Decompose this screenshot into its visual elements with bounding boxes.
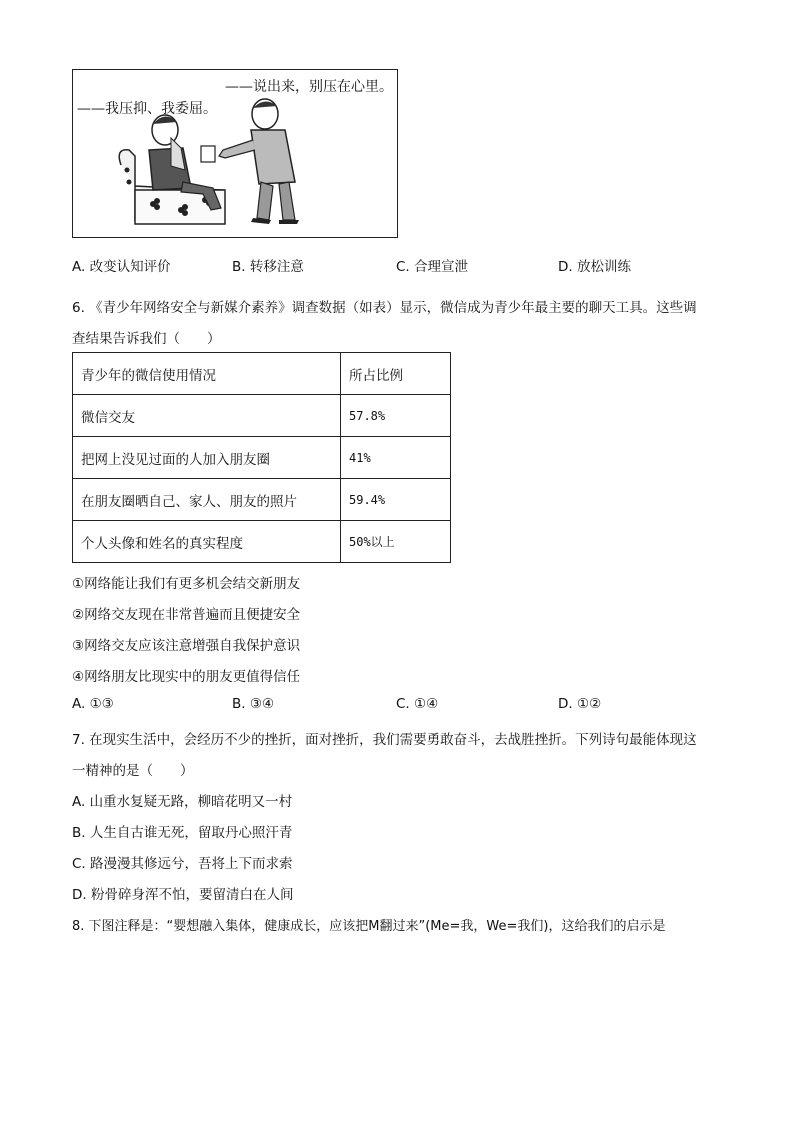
q7-stem-line2: 一精神的是（ ） bbox=[72, 763, 194, 779]
q7-option-b: B. 人生自古谁无死，留取丹心照汗青 bbox=[72, 825, 293, 841]
table-header-cell: 青少年的微信使用情况 bbox=[73, 353, 341, 395]
q6-statement-4: ④网络朋友比现实中的朋友更值得信任 bbox=[72, 669, 301, 685]
table-cell: 微信交友 bbox=[73, 395, 341, 437]
cartoon-illustration bbox=[72, 69, 398, 238]
q6-option-c: C. ①④ bbox=[396, 696, 439, 712]
table-row bbox=[73, 479, 451, 521]
q6-option-d: D. ①② bbox=[558, 696, 602, 712]
table-row bbox=[73, 521, 451, 563]
table-row bbox=[73, 437, 451, 479]
q6-statement-2: ②网络交友现在非常普遍而且便捷安全 bbox=[72, 607, 301, 623]
q7-option-d: D. 粉骨碎身浑不怕，要留清白在人间 bbox=[72, 887, 294, 903]
table-cell: 57.8% bbox=[341, 395, 451, 437]
survey-table bbox=[72, 352, 451, 563]
table-cell: 50%以上 bbox=[341, 521, 451, 563]
table-cell: 在朋友圈晒自己、家人、朋友的照片 bbox=[73, 479, 341, 521]
speech-bubble-right: ——说出来，别压在心里。 bbox=[225, 79, 393, 95]
q6-statement-1: ①网络能让我们有更多机会结交新朋友 bbox=[72, 576, 301, 592]
table-cell: 41% bbox=[341, 437, 451, 479]
q6-stem-line2: 查结果告诉我们（ ） bbox=[72, 331, 221, 347]
q5-option-b: B. 转移注意 bbox=[232, 259, 304, 275]
q8-stem-line1: 8. 下图注释是：“婴想融入集体，健康成长，应该把M翻过来”(Me=我，We=我们)，这给我们的启示是 bbox=[72, 919, 666, 934]
q5-option-c: C. 合理宣泄 bbox=[396, 259, 469, 275]
speech-bubble-left: ——我压抑、我委屈。 bbox=[77, 101, 217, 117]
q6-option-b: B. ③④ bbox=[232, 696, 275, 712]
q7-option-a: A. 山重水复疑无路，柳暗花明又一村 bbox=[72, 794, 293, 810]
q6-statement-3: ③网络交友应该注意增强自我保护意识 bbox=[72, 638, 301, 654]
q5-option-a: A. 改变认知评价 bbox=[72, 259, 171, 275]
table-cell: 把网上没见过面的人加入朋友圈 bbox=[73, 437, 341, 479]
q6-stem-line1: 6. 《青少年网络安全与新媒介素养》调查数据（如表）显示，微信成为青少年最主要的聊天工具。这些调 bbox=[72, 300, 697, 316]
q5-option-d: D. 放松训练 bbox=[558, 259, 631, 275]
table-header-cell: 所占比例 bbox=[341, 353, 451, 395]
table-cell: 个人头像和姓名的真实程度 bbox=[73, 521, 341, 563]
q7-stem-line1: 7. 在现实生活中，会经历不少的挫折，面对挫折，我们需要勇敢奋斗，去战胜挫折。下列诗句最能体现这 bbox=[72, 732, 697, 748]
table-cell: 59.4% bbox=[341, 479, 451, 521]
table-header-row bbox=[73, 353, 451, 395]
q7-option-c: C. 路漫漫其修远兮，吾将上下而求索 bbox=[72, 856, 293, 872]
q6-option-a: A. ①③ bbox=[72, 696, 114, 712]
table-row bbox=[73, 395, 451, 437]
